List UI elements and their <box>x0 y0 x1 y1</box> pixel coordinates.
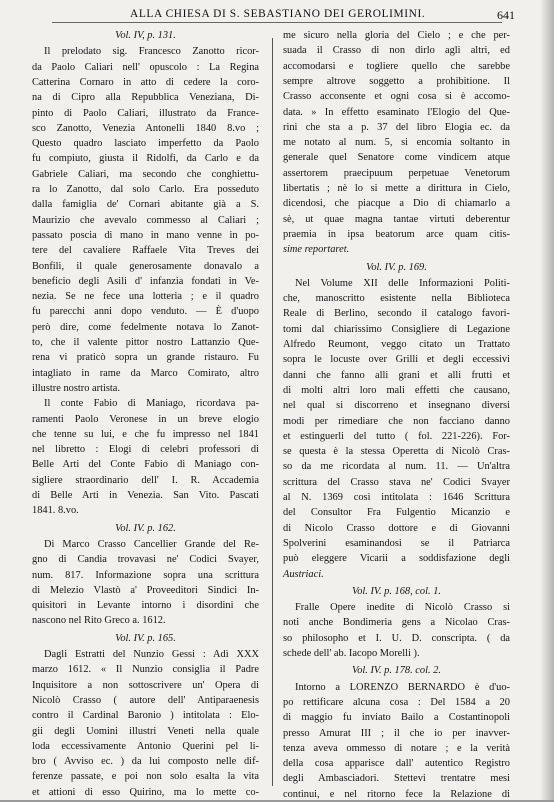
text-line: di maggio fu inviato Bailo a Costantinopoli <box>283 712 510 724</box>
text-line: na di Cipro alla Repubblica Veneziana, Di- <box>32 92 259 104</box>
text-line: beneficio degli Asili d' infanzia fondati in Ve- <box>32 275 259 287</box>
text-line: che, manoscritto esistente nella Biblioteca <box>283 293 510 305</box>
text-line: fu compiuto, giusta il Ridolfi, da Carlo e da <box>32 153 259 165</box>
text-line: Belle Arti del Conte Fabio di Maniago con- <box>32 459 259 471</box>
header-rule <box>52 22 502 23</box>
text-line: noti anche Bondimeria gens a Nicolao Cras- <box>283 617 510 629</box>
text-line: sigliere straordinario dell' I. R. Accademia <box>32 474 259 486</box>
text-line: suada il Crasso di non dirlo agli altri, ed <box>283 45 510 57</box>
section-heading: Vol. IV. p. 178. col. 2. <box>352 665 441 677</box>
text-line: po rettificare alcuna cosa : Del 1584 a 20 <box>283 696 510 708</box>
text-line: ra lo Zanotto, dal solo Carlo. Era posseduto <box>32 184 259 195</box>
text-line: libertatis ; nè lo si mette a dirittura in Cielo, <box>283 183 510 194</box>
text-line: se questa è la stessa Operetta di Nicolò Cras- <box>283 446 510 458</box>
text-line: rini che sta a p. 37 del libro Elogia ec. da <box>283 121 510 133</box>
text-line: modi per rimediare che non facciano danno <box>283 415 510 427</box>
text-line: danni che fanno alli grani et alli frutti et <box>283 369 510 381</box>
text-line: Bonfili, il quale generosamente donavalo a <box>32 260 259 272</box>
text-line: Gabriele Caliari, ma secondo che conghiettu- <box>32 168 259 180</box>
text-line: me sicuro nella gloria del Cielo ; e che per- <box>283 30 510 41</box>
text-line: contro il Cardinal Baronio ) intitolata : Elo- <box>32 710 259 722</box>
text-line: Crasso acconsente et ogni cosa si è accomo- <box>283 91 510 103</box>
text-line: al N. 1369 così intitolata : 1646 Scrittura <box>283 492 510 503</box>
text-line: data. » In effetto esaminato l'Elogio del Que- <box>283 106 510 118</box>
text-line: illustre nostro artista. <box>32 382 121 394</box>
text-line: Inquisitore a non sottoscrivere un' Opera di <box>32 679 259 691</box>
text-line: fu parecchi anni dopo venduto. — È d'uopo <box>32 306 259 318</box>
text-line: del Consultor Fra Fulgentio Micanzio e <box>283 507 510 519</box>
column-divider <box>272 38 273 786</box>
text-line: Reale di Berlino, secondo il catalogo favori- <box>283 308 510 320</box>
section-heading: Vol. IV. p. 165. <box>115 632 176 644</box>
text-line: bro ( Avviso ec. ) da lui composto nelle dif- <box>32 756 259 768</box>
text-line: sime reportaret. <box>283 244 350 256</box>
text-line: della cosa apparisce dall' autentico Registro <box>283 758 510 770</box>
text-line: sempre altrove soggetto a prohibitione. Il <box>283 75 510 87</box>
text-line: di Belle Arti in Venezia. San Vito. Pascati <box>32 490 259 501</box>
text-line: nel libretto : Elogi di celebri professori di <box>32 444 259 456</box>
text-line: accomodarsi e togliere quello che sarebbe <box>283 60 510 72</box>
text-line: tomi dal chiarissimo Consigliere di Legazione <box>283 323 510 335</box>
text-line: so da me ricordata al num. 11. — Un'altra <box>283 461 510 473</box>
text-line: scrittura del Crasso stava ne' Codici Svayer <box>283 476 510 488</box>
text-line: tere del cavaliere Raffaele Vita Treves dei <box>32 245 259 257</box>
section-heading: Vol. IV, p. 131. <box>115 30 176 41</box>
text-line: di Melezio Vlastò a' Proveeditori Sindici In- <box>32 584 259 596</box>
right-column <box>283 24 510 800</box>
page-number: 641 <box>497 8 515 22</box>
text-line: Nicolò Crasso ( autore dell' Antiparaenesis <box>32 694 259 706</box>
text-line: però dire, come fedelmente notava lo Zanot- <box>32 321 259 333</box>
text-line: Maurizio che avevalo commesso al Caliari ; <box>32 214 259 226</box>
text-line: può eleggere Vicarii a soddisfazione degli <box>283 553 510 565</box>
text-line: sco Zanotto, Venezia Antonelli 1840 8.vo ; <box>32 122 259 134</box>
text-line: Dagli Estratti del Nunzio Gessi : Adì XXX <box>44 649 259 660</box>
text-line: intagliato in rame da Marco Comirato, altro <box>32 367 259 379</box>
text-line: rena vi praticò sopra un grande ristauro. Fu <box>32 352 259 364</box>
text-line: passato poscia di mano in mano venne in po- <box>32 229 259 241</box>
text-line: continui, e nel ritorno fece la Relazione di <box>283 788 510 800</box>
text-line: me notato al num. 5, si encomia soltanto in <box>283 137 510 149</box>
left-column <box>32 24 259 798</box>
text-line: gii degli Uomini illustri Veneti nella quale <box>32 725 259 737</box>
text-line: nezia. Se ne fece una lotteria ; e il quadro <box>32 291 259 303</box>
text-line: Fralle Opere inedite di Nicolò Crasso si <box>295 602 510 614</box>
text-line: et estinguerli del tutto ( fol. 221-226). For- <box>283 430 510 442</box>
text-line: pinto di Paolo Caliari, illustrato da France- <box>32 107 259 119</box>
text-line: loda eccessivamente Antonio Querini pel li- <box>32 740 259 752</box>
text-line: praemia in ipsa beatorum arce quam citis- <box>283 228 510 240</box>
text-line: quisitori in Levante intorno i disordini che <box>32 600 259 612</box>
text-line: so philosopho et I. U. D. conscripta. ( da <box>283 632 510 644</box>
text-line: num. 817. Informazione sopra una scrittura <box>32 569 259 581</box>
text-line: generale quel Senatore come vindicem atque <box>283 152 510 164</box>
text-line: presso Amurat III ; il che io per inavver- <box>283 727 510 739</box>
text-line: Spolverini esaminandosi se il Patriarca <box>283 537 510 549</box>
text-line: schede dell' ab. Iacopo Morelli ). <box>283 648 420 659</box>
text-line: ramenti Paolo Veronese in un breve elogio <box>32 413 259 425</box>
text-line: Alfredo Reumont, veggo citato un Trattato <box>283 339 510 350</box>
text-line: nascono nel Rito Greco a. 1612. <box>32 615 166 627</box>
text-line: gno di Candia trovavasi ne' Codici Svayer, <box>32 554 259 566</box>
text-line: to, che il valente pittor nostro Lattanzio Que- <box>32 337 259 348</box>
text-line: tenza aveva ommesso di notare ; e la verità <box>283 742 510 754</box>
text-line: nel qual si discorreno et insegnano diversi <box>283 400 510 412</box>
text-line: Il conte Fabio di Maniago, ricordava pa- <box>44 398 259 410</box>
text-line: Il prelodato sig. Francesco Zanotto ricor- <box>44 46 259 58</box>
text-line: Questo quadro lasciato imperfetto da Paolo <box>32 138 259 150</box>
section-heading: Vol. IV. p. 162. <box>115 522 176 534</box>
page-edge-shadow <box>540 0 554 800</box>
section-heading: Vol. IV. p. 169. <box>366 261 427 273</box>
text-line: 1841. 8.vo. <box>32 505 79 517</box>
text-line: da Paolo Caliari nell' opuscolo : La Regina <box>32 61 259 73</box>
text-line: sopra le locuste over Grilli et degli eccessivi <box>283 354 510 366</box>
text-line: dicendosi, che piacque a Dio di chiamarlo a <box>283 198 510 210</box>
running-title: ALLA CHIESA DI S. SEBASTIANO DEI GEROLIMINI. <box>130 8 426 20</box>
text-line: assertorem praecipuum perpetuae Venetorum <box>283 167 510 179</box>
section-heading: Vol. IV. p. 168, col. 1. <box>352 585 441 597</box>
text-line: di Nicolo Crasso dottore e di Giovanni <box>283 522 510 534</box>
text-line: di molti altri loro mali effetti che causano, <box>283 384 510 396</box>
text-line: et attioni di esso Quirino, ma lo mette co- <box>32 786 259 798</box>
text-line: Di Marco Crasso Cancellier Grande del Re- <box>44 538 259 550</box>
text-line: ferenze passate, e poi non solo esalta la vita <box>32 771 259 783</box>
text-line: dalla famiglia de' Cornari abitante già a S. <box>32 199 259 211</box>
text-line: Intorno a LORENZO BERNARDO è d'uo- <box>295 681 510 693</box>
text-line: marzo 1612. « Il Nunzio consiglia il Padre <box>32 664 259 676</box>
text-line: Catterina Cornaro in atto di cedere la coro- <box>32 76 259 88</box>
text-line: che tenne su lui, e che fu impresso nel 1841 <box>32 428 259 440</box>
text-line: Nel Volume XII delle Informazioni Politi- <box>295 277 510 289</box>
text-line: Austriaci. <box>283 568 324 580</box>
text-line: degli Ambasciadori. Stettevi trentatre mesi <box>283 773 510 785</box>
text-line: sè, ut quae magna tantae virtuti deberentur <box>283 213 510 225</box>
